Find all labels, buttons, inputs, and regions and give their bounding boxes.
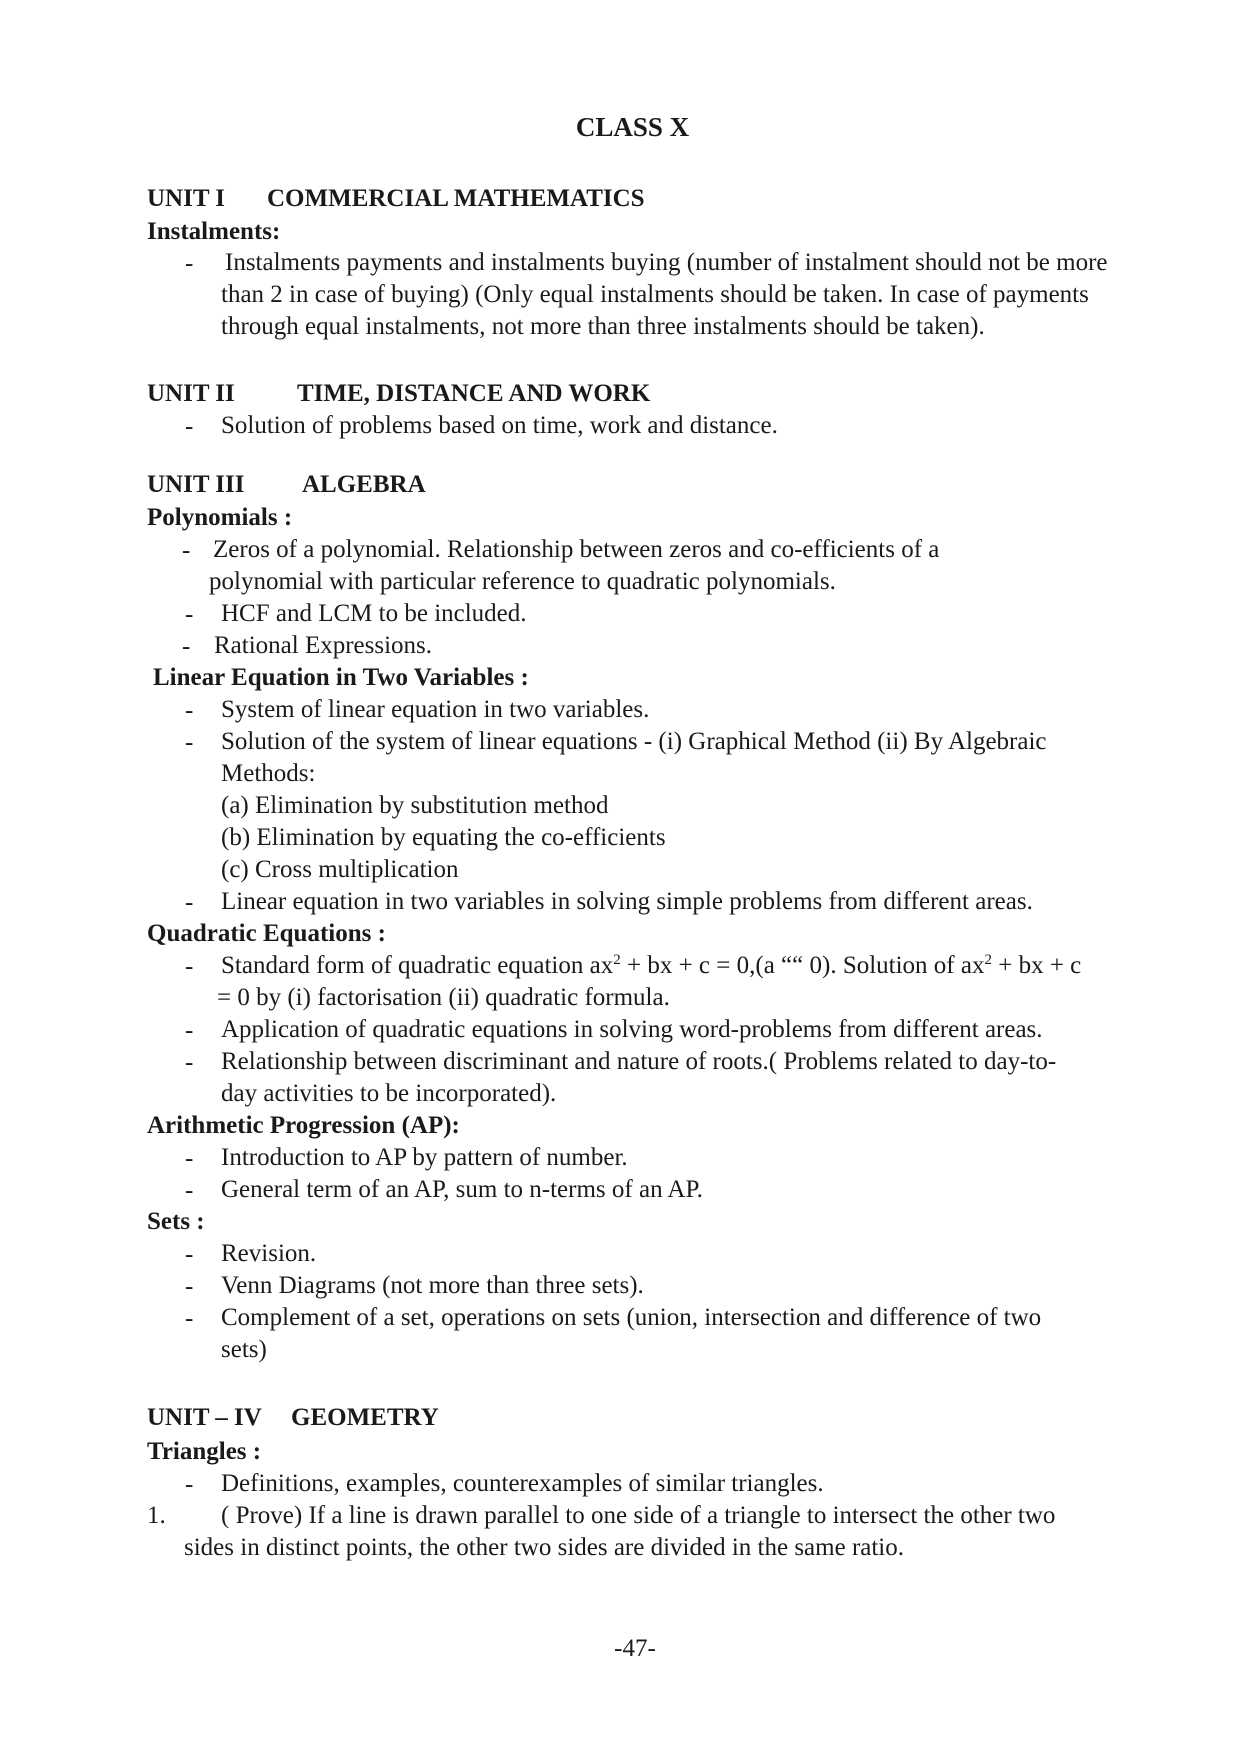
unit2-number: UNIT II bbox=[147, 380, 235, 407]
triangles-line: Definitions, examples, counterexamples of similar triangles. bbox=[221, 1470, 824, 1497]
linear-equation-line: (c) Cross multiplication bbox=[221, 856, 459, 883]
polynomials-heading: Polynomials : bbox=[147, 504, 293, 531]
bullet-dash: - bbox=[185, 1017, 194, 1044]
bullet-dash: - bbox=[185, 250, 194, 277]
triangles-line: sides in distinct points, the other two sides are divided in the same ratio. bbox=[184, 1534, 905, 1561]
quadratic-line: Relationship between discriminant and nature of roots.( Problems related to day-to- bbox=[221, 1048, 1057, 1075]
sets-heading: Sets : bbox=[147, 1208, 205, 1235]
polynomials-line: Zeros of a polynomial. Relationship between zeros and co-efficients of a bbox=[213, 536, 940, 563]
bullet-dash: - bbox=[185, 1049, 194, 1076]
bullet-dash: - bbox=[182, 633, 191, 660]
linear-equation-line: Solution of the system of linear equations - (i) Graphical Method (ii) By Algebraic bbox=[221, 728, 1047, 755]
linear-equation-line: Linear equation in two variables in solving simple problems from different areas. bbox=[221, 888, 1033, 915]
bullet-dash: - bbox=[185, 1177, 194, 1204]
unit3-title: ALGEBRA bbox=[302, 471, 426, 498]
unit1-number: UNIT I bbox=[147, 185, 226, 212]
polynomials-line: HCF and LCM to be included. bbox=[221, 600, 527, 627]
ap-line: Introduction to AP by pattern of number. bbox=[221, 1144, 628, 1171]
unit2-title: TIME, DISTANCE AND WORK bbox=[297, 380, 651, 407]
polynomials-line: polynomial with particular reference to quadratic polynomials. bbox=[209, 568, 836, 595]
unit1-subheading: Instalments: bbox=[147, 218, 281, 245]
unit4-number: UNIT – IV bbox=[147, 1404, 262, 1431]
linear-equation-heading: Linear Equation in Two Variables : bbox=[153, 664, 529, 691]
bullet-dash: - bbox=[185, 1241, 194, 1268]
ap-heading: Arithmetic Progression (AP): bbox=[147, 1112, 460, 1139]
theorem-number: 1. bbox=[147, 1502, 166, 1529]
unit2-text-line: Solution of problems based on time, work and distance. bbox=[221, 412, 778, 439]
triangles-line: ( Prove) If a line is drawn parallel to one side of a triangle to intersect the other two bbox=[221, 1502, 1056, 1529]
bullet-dash: - bbox=[185, 1305, 194, 1332]
sets-line: Venn Diagrams (not more than three sets). bbox=[221, 1272, 644, 1299]
bullet-dash: - bbox=[185, 889, 194, 916]
bullet-dash: - bbox=[185, 1471, 194, 1498]
bullet-dash: - bbox=[185, 697, 194, 724]
page-number: -47- bbox=[614, 1635, 656, 1662]
bullet-dash: - bbox=[182, 537, 191, 564]
quadratic-heading: Quadratic Equations : bbox=[147, 920, 386, 947]
sets-line: sets) bbox=[221, 1336, 267, 1363]
unit1-text-line: through equal instalments, not more than three instalments should be taken). bbox=[221, 313, 985, 340]
linear-equation-line: (b) Elimination by equating the co-efficients bbox=[221, 824, 666, 851]
bullet-dash: - bbox=[185, 953, 194, 980]
quadratic-line: Application of quadratic equations in solving word-problems from different areas. bbox=[221, 1016, 1043, 1043]
linear-equation-line: System of linear equation in two variables. bbox=[221, 696, 650, 723]
bullet-dash: - bbox=[185, 1145, 194, 1172]
unit4-title: GEOMETRY bbox=[291, 1404, 439, 1431]
unit1-text-line: than 2 in case of buying) (Only equal instalments should be taken. In case of payments bbox=[221, 281, 1089, 308]
sets-line: Revision. bbox=[221, 1240, 317, 1267]
sets-line: Complement of a set, operations on sets (union, intersection and difference of two bbox=[221, 1304, 1042, 1331]
unit3-number: UNIT III bbox=[147, 471, 245, 498]
bullet-dash: - bbox=[185, 729, 194, 756]
linear-equation-line: (a) Elimination by substitution method bbox=[221, 792, 609, 819]
quadratic-line: = 0 by (i) factorisation (ii) quadratic formula. bbox=[217, 984, 670, 1011]
quadratic-line: Standard form of quadratic equation $ax^2$ + bx + c = 0,(a ““ 0). Solution of $ax^2$ + bx + c bbox=[221, 952, 1082, 979]
linear-equation-line: Methods: bbox=[221, 760, 316, 787]
ap-line: General term of an AP, sum to n-terms of an AP. bbox=[221, 1176, 703, 1203]
bullet-dash: - bbox=[185, 413, 194, 440]
polynomials-line: Rational Expressions. bbox=[214, 632, 433, 659]
bullet-dash: - bbox=[185, 601, 194, 628]
triangles-heading: Triangles : bbox=[147, 1438, 262, 1465]
quadratic-line: day activities to be incorporated). bbox=[221, 1080, 557, 1107]
page-title: CLASS X bbox=[575, 112, 690, 142]
unit1-text-line: Instalments payments and instalments buying (number of instalment should not be more bbox=[225, 249, 1108, 276]
unit1-title: COMMERCIAL MATHEMATICS bbox=[267, 185, 645, 212]
bullet-dash: - bbox=[185, 1273, 194, 1300]
